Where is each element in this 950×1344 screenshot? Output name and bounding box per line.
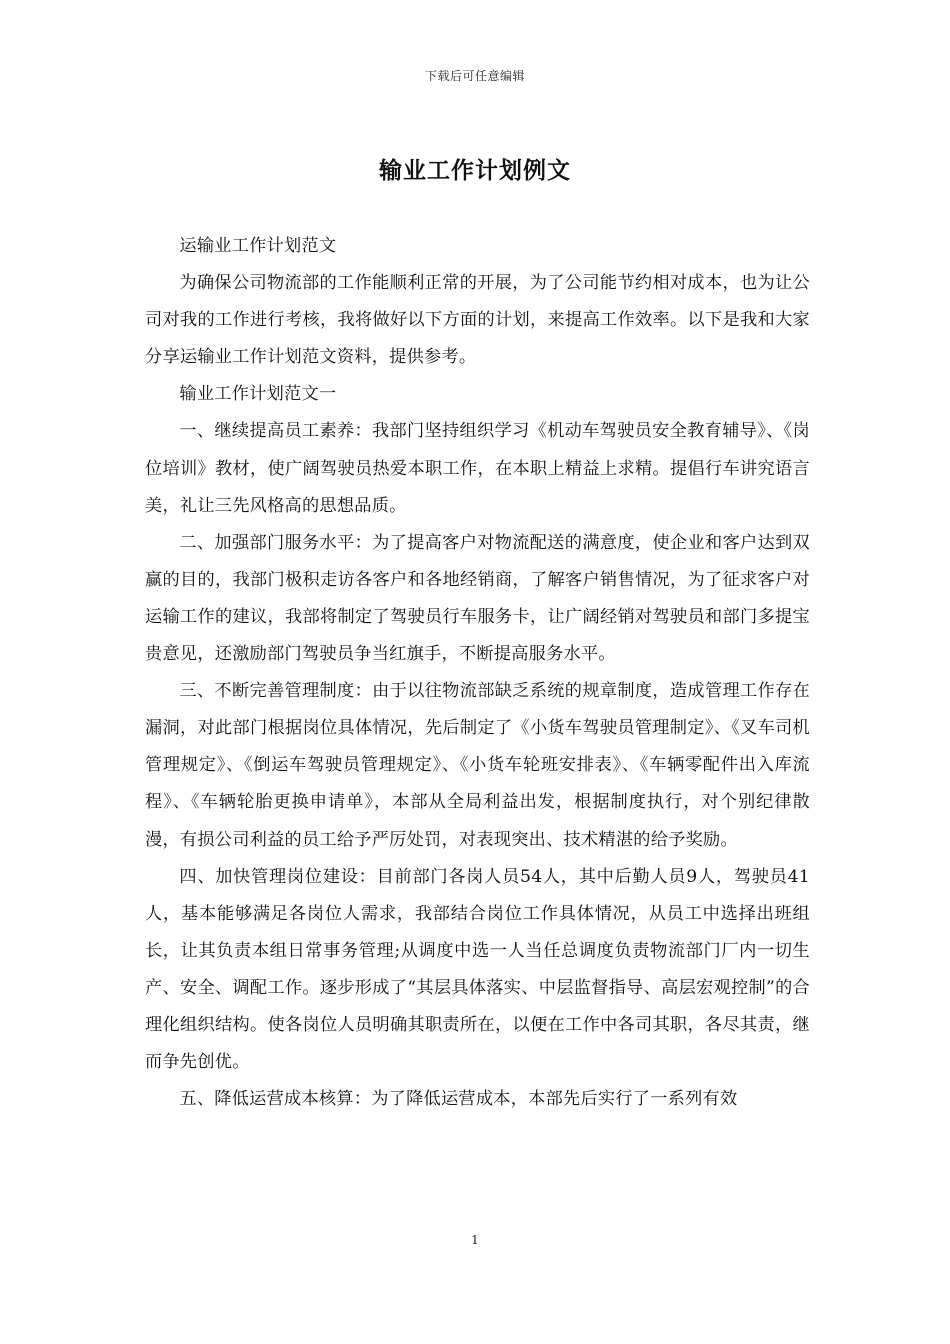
document-body: [145, 228, 810, 1118]
header-note: 下载后可任意编辑: [424, 69, 525, 83]
paragraph-item-3: 三、不断完善管理制度：由于以往物流部缺乏系统的规章制度，造成管理工作存在漏洞，对此部门根据岗位具体情况，先后制定了《小货车驾驶员管理制定》、《叉车司机管理规定》、《倒运车驾驶员管理规定》、《小货车轮班安排表》、《车辆零配件出入库流程》、《车辆轮胎更换申请单》，本部从全局利益出发，根据制度执行，对个别纪律散漫，有损公司利益的员工给予严厉处罚，对表现突出、技术精湛的给予奖励。: [145, 681, 810, 850]
paragraph-section-heading: 输业工作计划范文一: [179, 384, 337, 405]
paragraph-item-1: 一、继续提高员工素养：我部门坚持组织学习《机动车驾驶员安全教育辅导》、《岗位培训》教材，使广阔驾驶员热爱本职工作，在本职上精益上求精。提倡行车讲究语言美，礼让三先风格高的思想品质。: [145, 421, 810, 516]
paragraph-item-2: 二、加强部门服务水平：为了提高客户对物流配送的满意度，使企业和客户达到双赢的目的，我部门极积走访各客户和各地经销商，了解客户销售情况，为了征求客户对运输工作的建议，我部将制定了驾驶员行车服务卡，让广阔经销对驾驶员和部门多提宝贵意见，还激励部门驾驶员争当红旗手，不断提高服务水平。: [145, 532, 810, 665]
document-title: 输业工作计划例文: [379, 157, 571, 184]
paragraph-item-5: 五、降低运营成本核算：为了降低运营成本，本部先后实行了一系列有效: [179, 1089, 738, 1110]
paragraph-item-4: 四、加快管理岗位建设：目前部门各岗人员54人，其中后勤人员9人，驾驶员41人，基本能够满足各岗位人需求，我部结合岗位工作具体情况，从员工中选择出班组长，让其负责本组日常事务管理;从调度中选一人当任总调度负责物流部门厂内一切生产、安全、调配工作。逐步形成了“其层具体落实、中层监督指导、高层宏观控制”的合理化组织结构。使各岗位人员明确其职责所在，以便在工作中各司其职，各尽其责，继而争先创优。: [145, 866, 810, 1073]
paragraph-subtitle: 运输业工作计划范文: [179, 236, 337, 256]
paragraph-intro: 为确保公司物流部的工作能顺利正常的开展，为了公司能节约相对成本，也为让公司对我的工作进行考核，我将做好以下方面的计划，来提高工作效率。以下是我和大家分享运输业工作计划范文资料，提供参考。: [145, 273, 810, 368]
page-number: 1: [471, 1233, 479, 1247]
